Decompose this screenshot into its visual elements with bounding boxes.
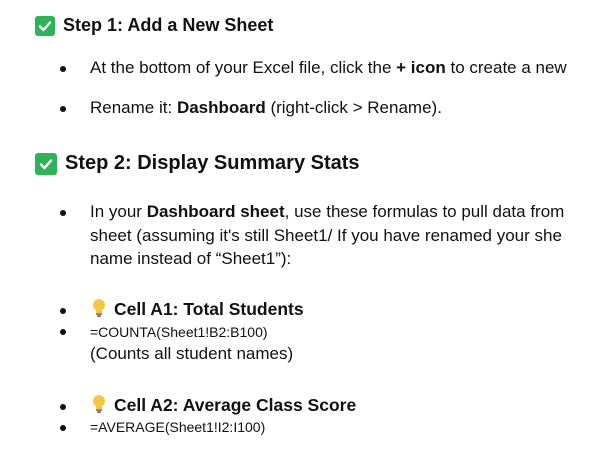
- step1-title: Step 1: Add a New Sheet: [63, 15, 274, 35]
- cell-a2-title: Cell A2: Average Class Score: [114, 395, 357, 415]
- step2-intro-line-1: In your Dashboard sheet, use these formulas to pull data from: [90, 202, 565, 221]
- cell-a2-heading: [90, 394, 356, 416]
- step2-intro-line-3: name instead of “Sheet1”):: [90, 249, 292, 268]
- bullet-dot: [60, 106, 66, 112]
- cell-a1-heading: [90, 298, 304, 320]
- step2-title: Step 2: Display Summary Stats: [65, 152, 360, 174]
- cell-a2-formula: =AVERAGE(Sheet1!I2:I100): [90, 419, 266, 435]
- bullet-dot: [60, 210, 66, 216]
- lightbulb-icon: [90, 298, 108, 318]
- bullet-dot: [60, 425, 66, 431]
- bullet-dot: [60, 404, 66, 410]
- check-mark-icon: [35, 16, 55, 36]
- cell-a1-title: Cell A1: Total Students: [114, 299, 304, 319]
- lightbulb-icon: [90, 394, 108, 414]
- step2-heading: [35, 152, 360, 175]
- step1-bullet-2: Rename it: Dashboard (right-click > Rename).: [90, 98, 442, 117]
- cell-a1-note: (Counts all student names): [90, 344, 294, 363]
- step2-intro-line-2: sheet (assuming it's still Sheet1/ If you have renamed your she: [90, 226, 562, 245]
- check-mark-icon: [35, 153, 57, 175]
- bullet-dot: [60, 329, 66, 335]
- bullet-dot: [60, 66, 66, 72]
- cell-a1-formula: =COUNTA(Sheet1!B2:B100): [90, 324, 268, 340]
- step1-bullet-1: At the bottom of your Excel file, click the + icon to create a new: [90, 58, 567, 77]
- bullet-dot: [60, 308, 66, 314]
- step1-heading: [35, 15, 273, 36]
